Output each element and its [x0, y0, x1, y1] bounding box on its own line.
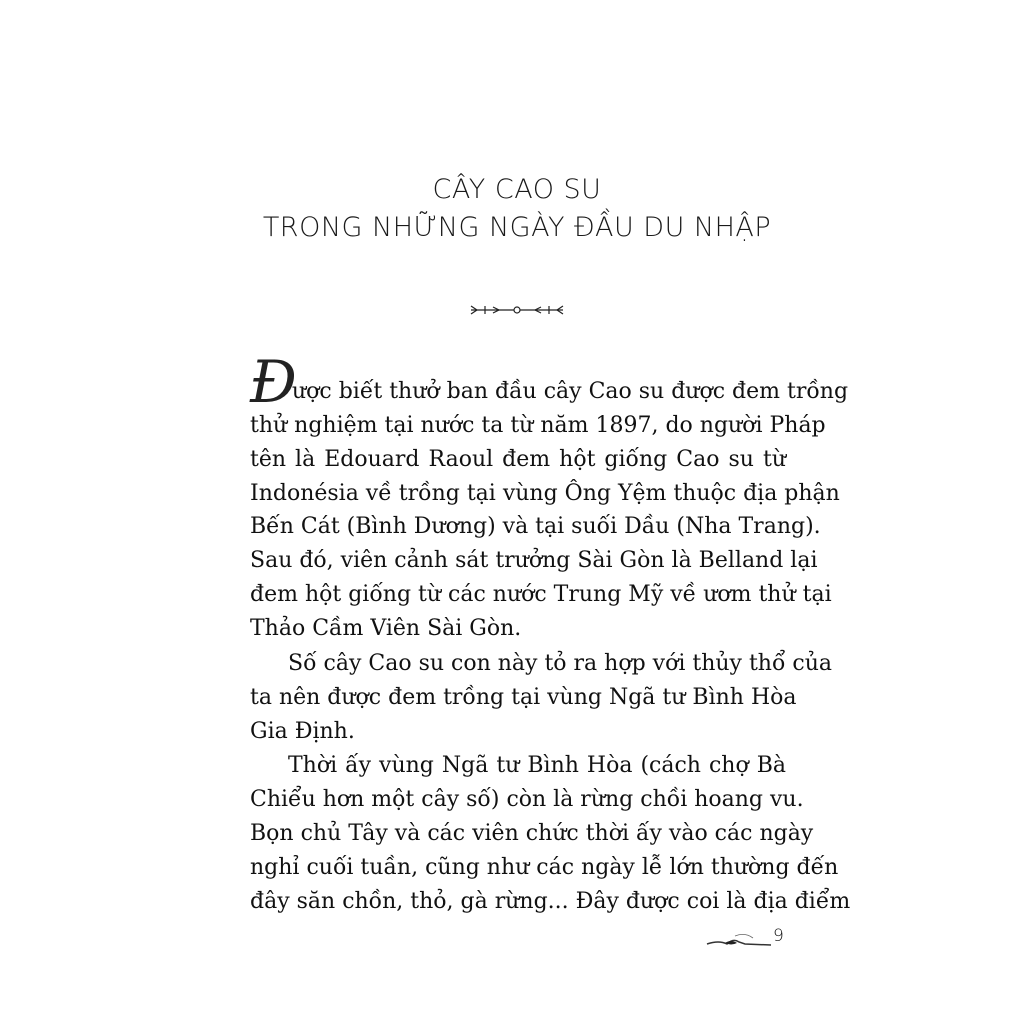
footer-flourish-icon	[705, 930, 773, 950]
page-number: 9	[773, 926, 784, 946]
chapter-title-line-2: TRONG NHỮNG NGÀY ĐẦU DU NHẬP	[262, 212, 772, 243]
text-line: Gia Định.	[250, 719, 355, 744]
text-line: Thảo Cầm Viên Sài Gòn.	[250, 616, 522, 641]
text-line: Sau đó, viên cảnh sát trưởng Sài Gòn là Belland lại	[250, 548, 818, 573]
ornament-divider-icon	[469, 300, 565, 320]
text-line: đây săn chồn, thỏ, gà rừng... Đây được coi là địa điểm	[250, 889, 851, 914]
text-line: Thời ấy vùng Ngã tư Bình Hòa (cách chợ Bà	[288, 753, 786, 778]
text-line: Bến Cát (Bình Dương) và tại suối Dầu (Nha Trang).	[250, 514, 821, 539]
text-line: đem hột giống từ các nước Trung Mỹ về ươm thử tại	[250, 582, 832, 607]
text-line: tên là Edouard Raoul đem hột giống Cao su từ	[250, 447, 786, 472]
text-line: ta nên được đem trồng tại vùng Ngã tư Bình Hòa	[250, 685, 797, 710]
text-line: nghỉ cuối tuần, cũng như các ngày lễ lớn thường đến	[250, 855, 839, 880]
text-line: Indonésia về trồng tại vùng Ông Yệm thuộc địa phận	[250, 481, 840, 506]
chapter-title-line-1: CÂY CAO SU	[432, 174, 602, 205]
text-line: Số cây Cao su con này tỏ ra hợp với thủy thổ của	[288, 651, 833, 676]
text-line: ược biết thưở ban đầu cây Cao su được đem trồng	[292, 379, 849, 404]
drop-cap: Đ	[250, 348, 297, 416]
text-line: Bọn chủ Tây và các viên chức thời ấy vào các ngày	[250, 821, 814, 846]
text-line: thử nghiệm tại nước ta từ năm 1897, do người Pháp	[250, 413, 826, 438]
text-line: Chiểu hơn một cây số) còn là rừng chồi hoang vu.	[250, 787, 804, 812]
